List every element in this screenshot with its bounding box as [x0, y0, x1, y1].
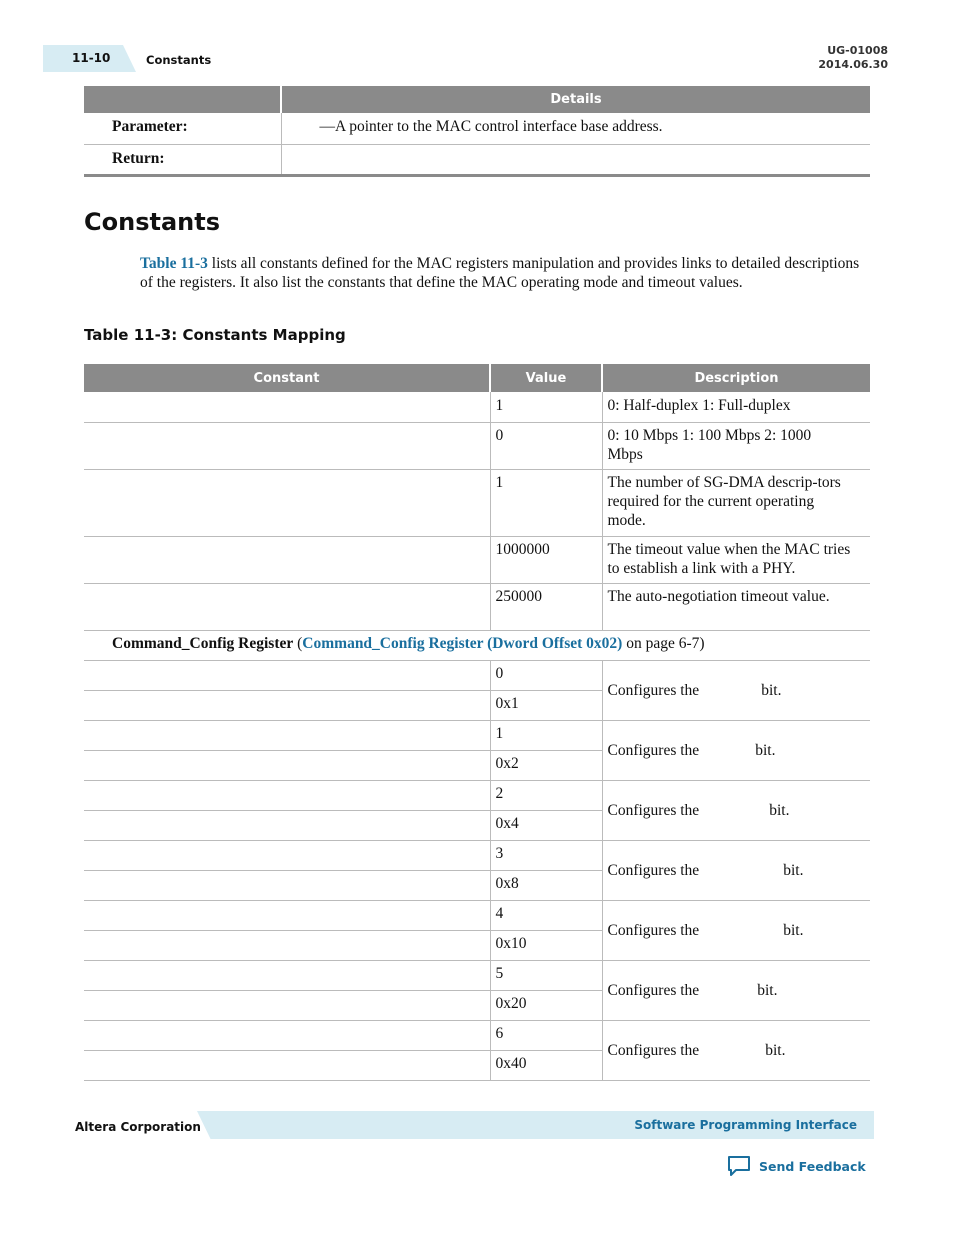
bit-mask-cell: 0x1 — [490, 691, 602, 721]
constant-cell — [84, 691, 490, 721]
constant-cell — [84, 811, 490, 841]
section-heading: Constants — [84, 208, 220, 236]
table-row — [84, 392, 870, 423]
bit-description-prefix: Configures the — [607, 862, 700, 879]
register-open-paren: ( — [293, 635, 303, 652]
bit-description-prefix: Configures the — [607, 802, 700, 819]
bit-description-cell — [602, 661, 870, 721]
constant-cell — [84, 392, 490, 423]
parameter-label: Parameter: — [84, 113, 281, 145]
bit-row — [84, 901, 870, 931]
bit-description-prefix: Configures the — [607, 682, 700, 699]
register-page-ref: on page 6-7) — [622, 635, 705, 652]
bit-description-suffix: bit. — [765, 1042, 786, 1059]
bit-row — [84, 1021, 870, 1051]
bit-description-cell — [602, 1021, 870, 1081]
column-header-constant: Constant — [84, 364, 490, 392]
constant-cell — [84, 931, 490, 961]
footer-corporation: Altera Corporation — [75, 1120, 201, 1134]
constant-cell — [84, 661, 490, 691]
bit-mask-cell: 0x10 — [490, 931, 602, 961]
value-cell: 1 — [490, 392, 602, 423]
table-row — [84, 537, 870, 584]
chat-bubble-icon — [727, 1155, 751, 1177]
bit-position-cell: 4 — [490, 901, 602, 931]
bit-mask-cell: 0x20 — [490, 991, 602, 1021]
bit-description-suffix: bit. — [783, 862, 804, 879]
bit-row — [84, 961, 870, 991]
table-reference-link[interactable]: Table 11-3 — [140, 255, 208, 272]
bit-mask-cell: 0x2 — [490, 751, 602, 781]
constant-cell — [84, 537, 490, 584]
table-row — [84, 423, 870, 470]
table-row — [84, 584, 870, 631]
bit-row — [84, 721, 870, 751]
send-feedback-label: Send Feedback — [759, 1158, 866, 1174]
bit-mask-cell: 0x4 — [490, 811, 602, 841]
constant-cell — [84, 841, 490, 871]
table-caption: Table 11-3: Constants Mapping — [84, 326, 346, 344]
bit-mask-cell: 0x8 — [490, 871, 602, 901]
send-feedback-button[interactable] — [727, 1155, 866, 1177]
constant-cell — [84, 991, 490, 1021]
constant-cell — [84, 781, 490, 811]
constant-cell — [84, 1021, 490, 1051]
page-number: 11-10 — [72, 51, 111, 65]
bit-description-suffix: bit. — [783, 922, 804, 939]
register-row — [84, 631, 870, 661]
register-name: Command_Config Register — [112, 635, 294, 652]
register-link[interactable]: Command_Config Register (Dword Offset 0x02) — [302, 635, 623, 652]
bit-description-prefix: Configures the — [607, 1042, 700, 1059]
constant-cell — [84, 871, 490, 901]
bit-description-prefix: Configures the — [607, 922, 700, 939]
bit-description-suffix: bit. — [761, 682, 782, 699]
bit-position-cell: 3 — [490, 841, 602, 871]
description-cell: 0: Half-duplex 1: Full-duplex — [602, 392, 870, 423]
bit-description-cell — [602, 721, 870, 781]
description-cell: The number of SG-DMA descrip-tors required for the current operating mode. — [602, 470, 870, 537]
intro-paragraph — [140, 255, 860, 292]
value-cell: 1000000 — [490, 537, 602, 584]
bit-description-suffix: bit. — [769, 802, 790, 819]
constant-cell — [84, 423, 490, 470]
value-cell: 1 — [490, 470, 602, 537]
return-label: Return: — [84, 145, 281, 176]
bit-row — [84, 781, 870, 811]
document-date: 2014.06.30 — [818, 58, 888, 71]
document-number: UG-01008 — [827, 44, 888, 57]
intro-text: lists all constants defined for the MAC registers manipulation and provides links to detailed descriptions of the registers. It also list the constants that define the MAC operating mode and timeout values. — [140, 255, 860, 291]
description-cell: The timeout value when the MAC tries to establish a link with a PHY. — [602, 537, 870, 584]
bit-position-cell: 1 — [490, 721, 602, 751]
bit-row — [84, 661, 870, 691]
return-value — [281, 145, 870, 176]
details-header: Details — [281, 86, 870, 113]
constant-cell — [84, 721, 490, 751]
value-cell: 0 — [490, 423, 602, 470]
bit-description-cell — [602, 841, 870, 901]
constants-table — [84, 364, 870, 1081]
header-section-title: Constants — [146, 53, 212, 67]
bit-position-cell: 6 — [490, 1021, 602, 1051]
constant-cell — [84, 751, 490, 781]
constant-cell — [84, 901, 490, 931]
column-header-description: Description — [602, 364, 870, 392]
bit-position-cell: 2 — [490, 781, 602, 811]
constant-cell — [84, 584, 490, 631]
constant-cell — [84, 1051, 490, 1081]
bit-description-prefix: Configures the — [607, 742, 700, 759]
register-heading-cell — [84, 631, 870, 661]
value-cell: 250000 — [490, 584, 602, 631]
bit-description-cell — [602, 901, 870, 961]
bit-row — [84, 841, 870, 871]
footer-section-link[interactable]: Software Programming Interface — [634, 1118, 857, 1132]
description-cell: 0: 10 Mbps 1: 100 Mbps 2: 1000 Mbps — [602, 423, 870, 470]
bit-description-suffix: bit. — [757, 982, 778, 999]
bit-mask-cell: 0x40 — [490, 1051, 602, 1081]
column-header-value: Value — [490, 364, 602, 392]
bit-description-cell — [602, 781, 870, 841]
constant-cell — [84, 470, 490, 537]
bit-description-prefix: Configures the — [607, 982, 700, 999]
bit-description-suffix: bit. — [755, 742, 776, 759]
bit-position-cell: 0 — [490, 661, 602, 691]
parameter-value: —A pointer to the MAC control interface base address. — [281, 113, 870, 145]
parameter-table — [84, 86, 870, 177]
constant-cell — [84, 961, 490, 991]
bit-position-cell: 5 — [490, 961, 602, 991]
bit-description-cell — [602, 961, 870, 1021]
document-id — [818, 44, 888, 72]
description-cell: The auto-negotiation timeout value. — [602, 584, 870, 631]
table-row — [84, 470, 870, 537]
blank-header-cell — [84, 86, 281, 113]
